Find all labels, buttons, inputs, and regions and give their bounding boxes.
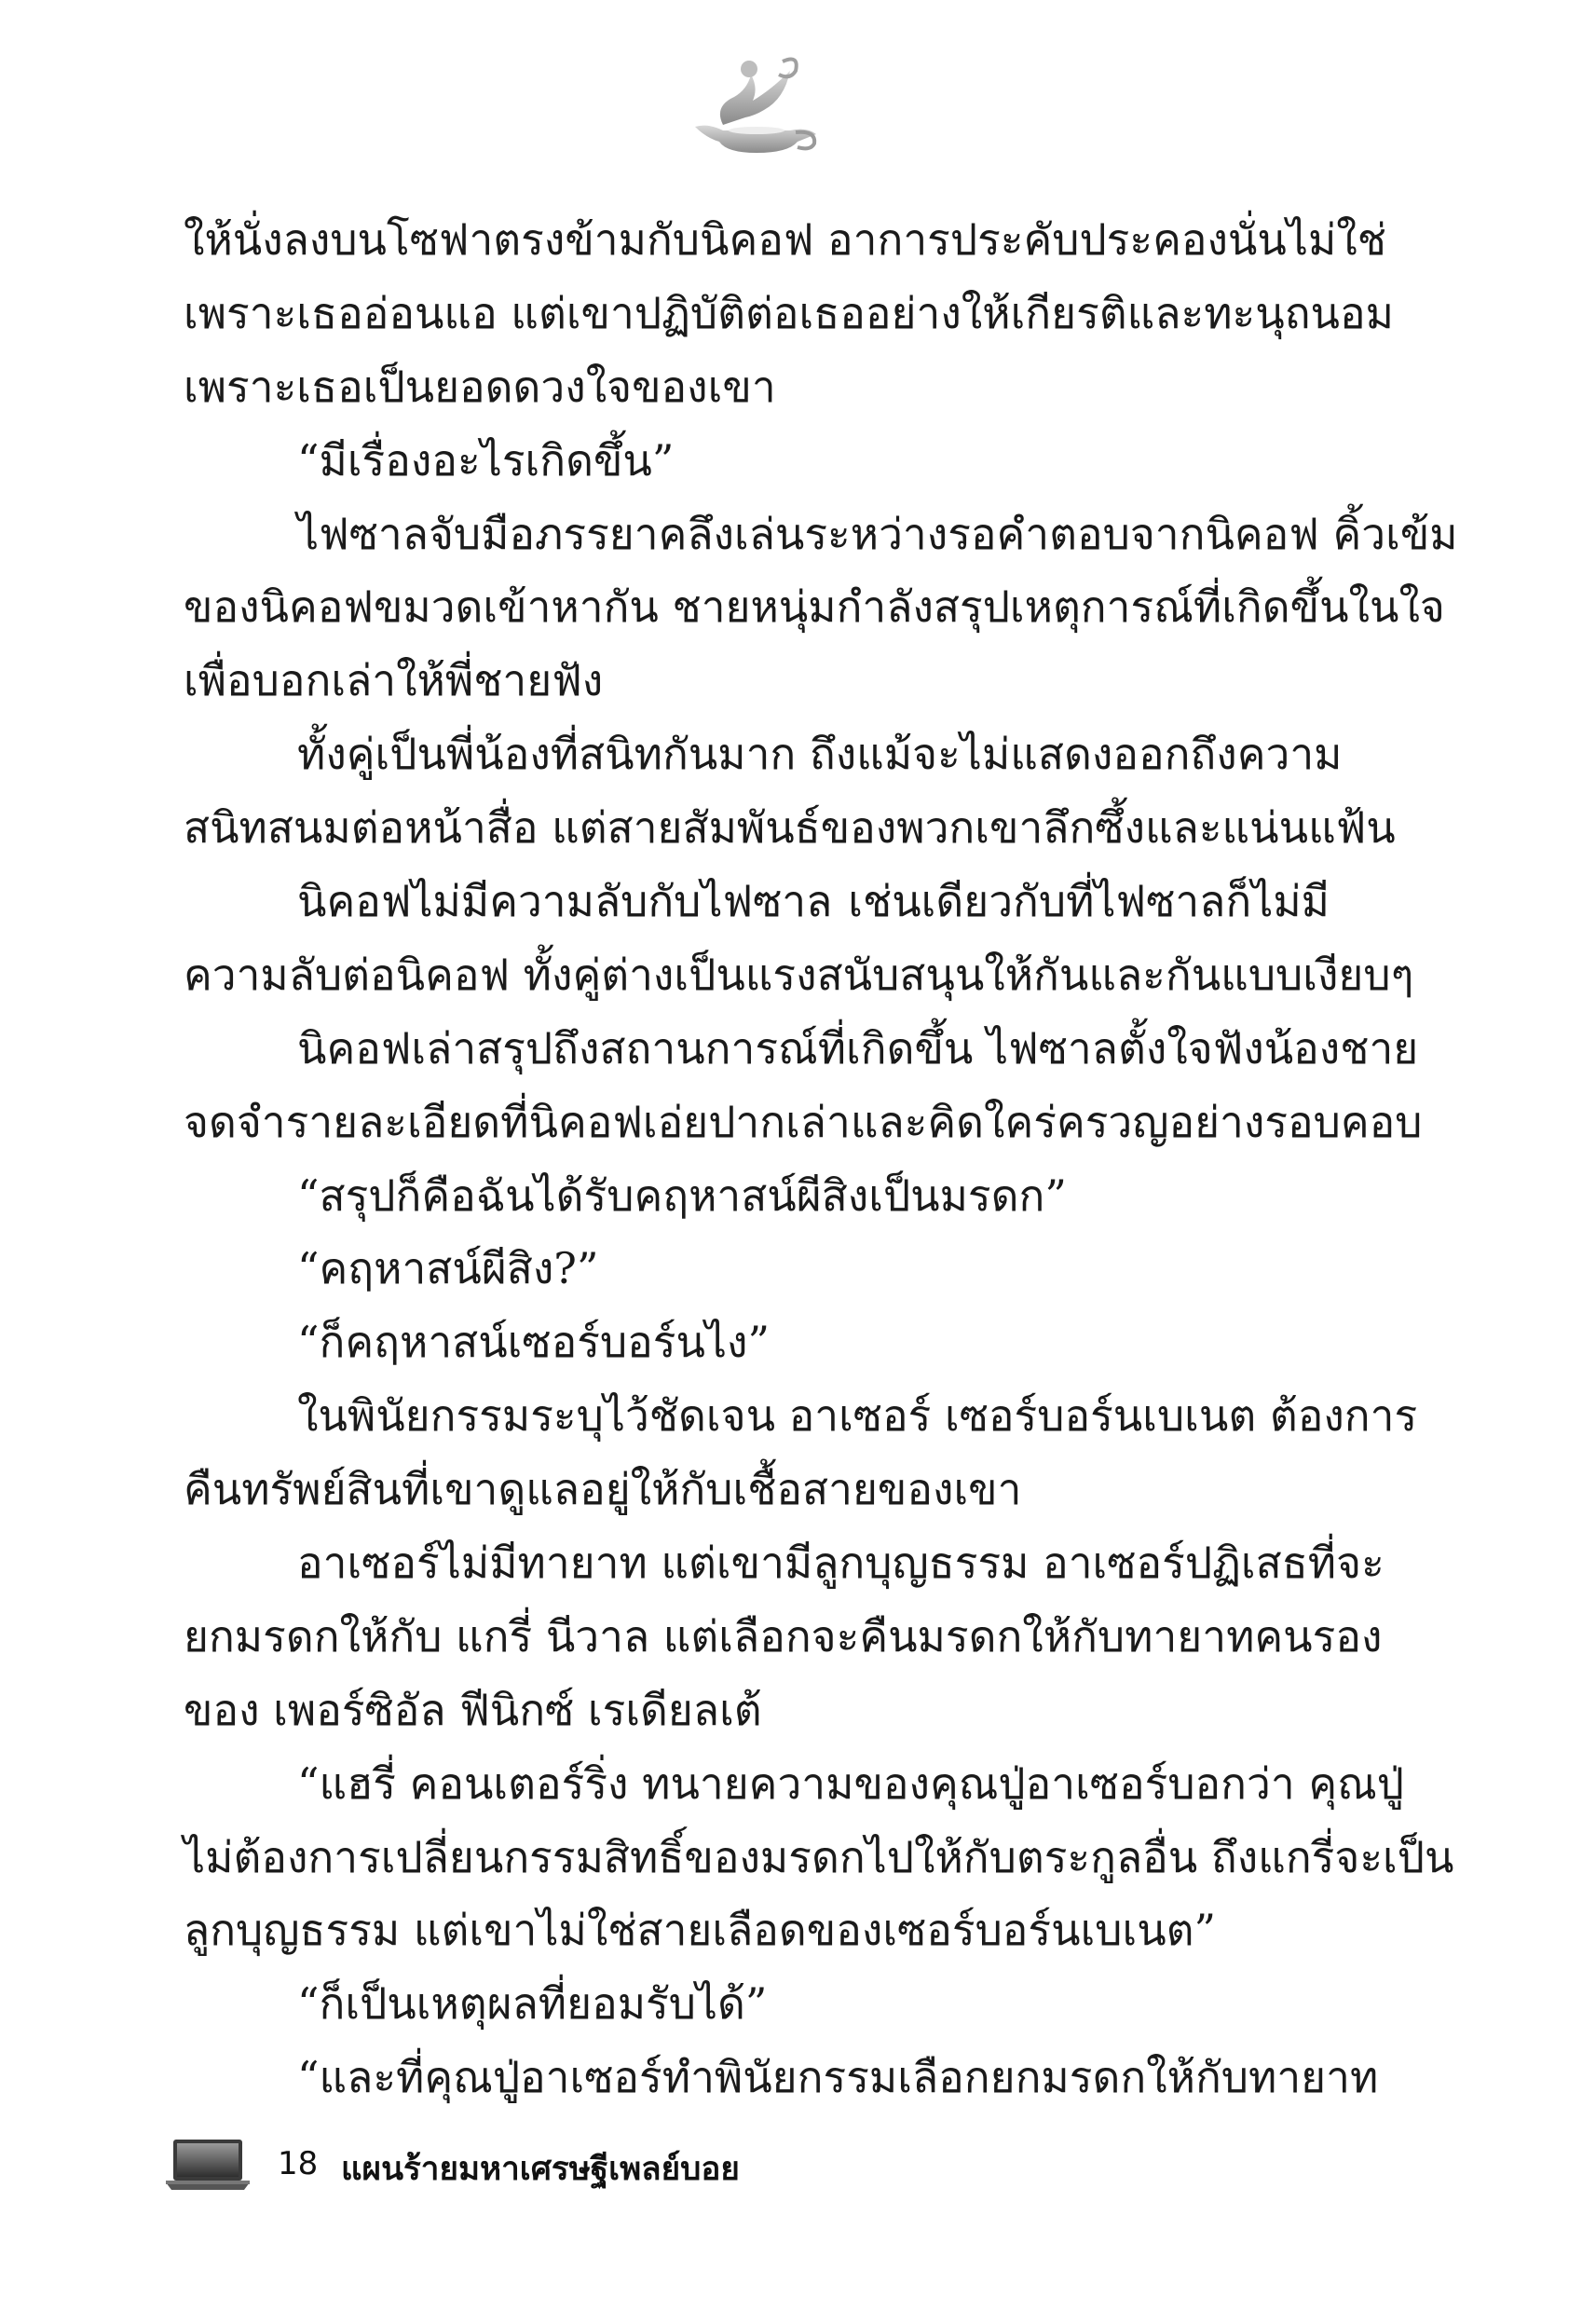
page-number: 18 [278,2145,319,2182]
text-line: คืนทรัพย์สินที่เขาดูแลอยู่ให้กับเชื้อสายของเขา [184,1464,1022,1515]
book-title: แผนร้ายมหาเศรษฐีเพลย์บอย [341,2151,740,2188]
text-line: ไม่ต้องการเปลี่ยนกรรมสิทธิ์ของมรดกไปให้กับตระกูลอื่น ถึงแกรี่จะเป็น [184,1831,1454,1882]
text-line: “สรุปก็คือฉันได้รับคฤหาสน์ผีสิงเป็นมรดก” [297,1169,1067,1221]
text-line: จดจำรายละเอียดที่นิคอฟเอ่ยปากเล่าและคิดใคร่ครวญอย่างรอบคอบ [184,1096,1423,1147]
text-line: “และที่คุณปู่อาเซอร์ทำพินัยกรรมเลือกยกมรดกให้กับทายาท [297,2052,1379,2103]
text-line: ลูกบุญธรรม แต่เขาไม่ใช่สายเลือดของเซอร์บอร์นเบเนต” [184,1905,1217,1956]
text-line: เพราะเธอเป็นยอดดวงใจของเขา [184,361,776,412]
text-line: ให้นั่งลงบนโซฟาตรงข้ามกับนิคอฟ อาการประคับประคองนั่นไม่ใช่ [184,214,1386,265]
text-line: ความลับต่อนิคอฟ ทั้งคู่ต่างเป็นแรงสนับสนุนให้กันและกันแบบเงียบๆ [184,949,1414,1000]
text-line: “แฮรี่ คอนเตอร์ริ่ง ทนายความของคุณปู่อาเซอร์บอกว่า คุณปู่ [297,1757,1404,1809]
text-line: ไฟซาลจับมือภรรยาคลึงเล่นระหว่างรอคำตอบจากนิคอฟ คิ้วเข้ม [297,508,1458,559]
text-line: “คฤหาสน์ผีสิง?” [297,1243,599,1294]
text-line: นิคอฟเล่าสรุปถึงสถานการณ์ที่เกิดขึ้น ไฟซาลตั้งใจฟังน้องชาย [297,1022,1419,1073]
body-text [184,203,1458,2114]
text-line: ทั้งคู่เป็นพี่น้องที่สนิทกันมาก ถึงแม้จะไม่แสดงออกถึงความ [297,729,1343,780]
text-line: นิคอฟไม่มีความลับกับไฟซาล เช่นเดียวกับที่ไฟซาลก็ไม่มี [297,876,1330,927]
text-line: ของ เพอร์ซิอัล ฟีนิกซ์ เรเดียลเต้ [184,1684,762,1735]
text-line: “ก็คฤหาสน์เซอร์บอร์นไง” [297,1317,771,1368]
text-line: “มีเรื่องอะไรเกิดขึ้น” [297,434,675,485]
laptop-icon [164,2138,252,2192]
text-line: ยกมรดกให้กับ แกรี่ นีวาล แต่เลือกจะคืนมรดกให้กับทายาทคนรอง [184,1610,1383,1661]
text-line: เพื่อบอกเล่าให้พี่ชายฟัง [184,655,604,706]
page-footer [164,2134,1003,2199]
text-line: ของนิคอฟขมวดเข้าหากัน ชายหนุ่มกำลังสรุปเหตุการณ์ที่เกิดขึ้นในใจ [184,581,1445,633]
text-line: “ก็เป็นเหตุผลที่ยอมรับได้” [297,1978,768,2030]
text-line: สนิทสนมต่อหน้าสื่อ แต่สายสัมพันธ์ของพวกเขาลึกซึ้งและแน่นแฟ้น [184,802,1396,854]
text-line: เพราะเธออ่อนแอ แต่เขาปฏิบัติต่อเธออย่างให้เกียรติและทะนุถนอม [184,287,1394,338]
text-line: ในพินัยกรรมระบุไว้ชัดเจน อาเซอร์ เซอร์บอร์นเบเนต ต้องการ [297,1390,1418,1442]
angel-teapot-icon [686,48,825,160]
text-line: อาเซอร์ไม่มีทายาท แต่เขามีลูกบุญธรรม อาเซอร์ปฏิเสธที่จะ [297,1538,1385,1589]
